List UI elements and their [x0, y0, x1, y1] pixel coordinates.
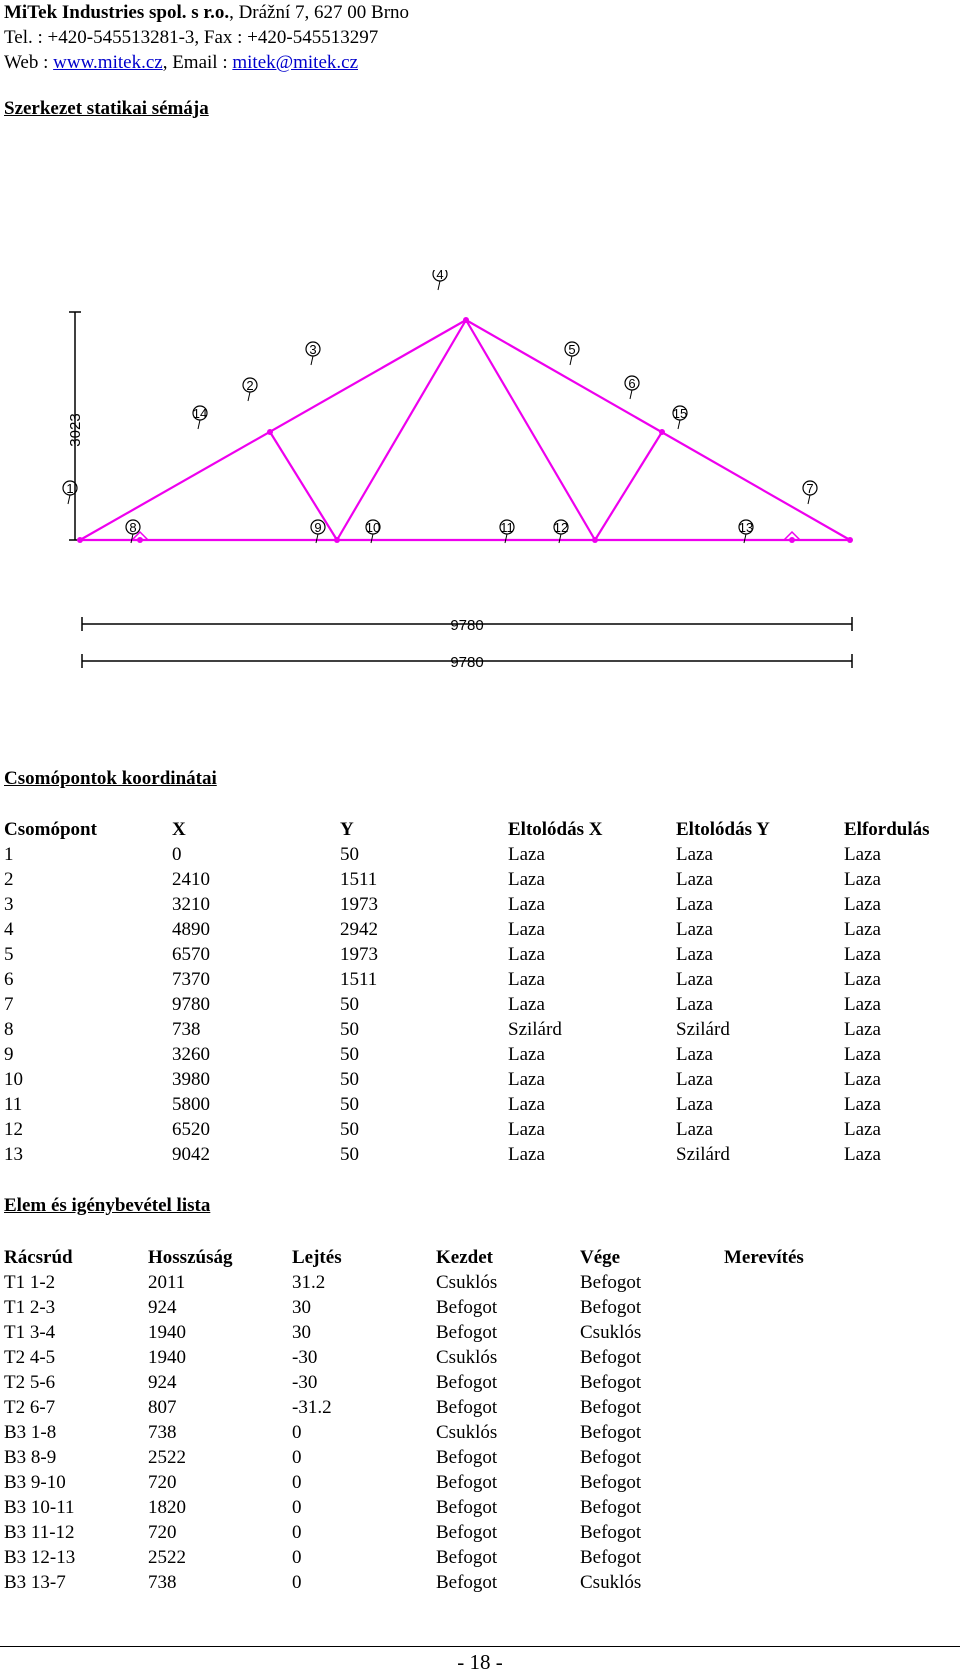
table-row	[4, 1395, 868, 1420]
table-cell: Befogot	[580, 1296, 642, 1318]
table-cell: Befogot	[580, 1346, 642, 1368]
table-cell: 807	[148, 1396, 177, 1418]
table-row	[4, 1520, 868, 1545]
coordinates-header-row	[4, 817, 954, 842]
table-cell: Laza	[844, 918, 881, 940]
table-cell	[724, 1370, 868, 1395]
scheme-title: Szerkezet statikai sémája	[4, 98, 209, 119]
table-cell: Befogot	[436, 1446, 498, 1468]
table-row	[4, 942, 954, 967]
elements-header-cell: Lejtés	[292, 1246, 342, 1268]
table-cell: 9780	[172, 993, 210, 1015]
node-marker	[673, 406, 687, 429]
table-row	[4, 1445, 868, 1470]
truss-members	[80, 320, 850, 540]
elements-header-cell: Merevítés	[724, 1246, 804, 1268]
elements-header-cell: Hosszúság	[148, 1246, 233, 1268]
node-label: 6	[628, 376, 636, 391]
table-cell: Csuklós	[436, 1346, 498, 1368]
node-label: 2	[246, 378, 254, 393]
table-cell: Szilárd	[508, 1018, 562, 1040]
elements-table	[4, 1245, 868, 1595]
table-cell	[724, 1495, 868, 1520]
node-label: 1	[66, 481, 74, 496]
table-cell: 30	[292, 1296, 311, 1318]
table-row	[4, 1370, 868, 1395]
table-row	[4, 917, 954, 942]
email-link[interactable]: mitek@mitek.cz	[232, 52, 359, 73]
contact-line	[4, 50, 409, 75]
table-cell: 0	[292, 1546, 302, 1568]
table-cell: 0	[172, 843, 182, 865]
table-cell: Laza	[676, 968, 713, 990]
table-cell: T1 3-4	[4, 1321, 56, 1343]
node-marker	[306, 342, 320, 365]
node-label: 8	[129, 520, 137, 535]
node-label: 14	[192, 406, 208, 421]
node-marker	[803, 481, 817, 504]
table-cell: 3980	[172, 1068, 210, 1090]
table-row	[4, 1345, 868, 1370]
table-row	[4, 1092, 954, 1117]
table-cell: 50	[340, 1143, 359, 1165]
table-cell: 9042	[172, 1143, 210, 1165]
table-cell: 50	[340, 1018, 359, 1040]
table-row	[4, 1295, 868, 1320]
node-label: 12	[553, 520, 569, 535]
table-cell: Laza	[844, 1118, 881, 1140]
table-cell	[724, 1420, 868, 1445]
table-cell	[724, 1295, 868, 1320]
table-cell: Laza	[508, 993, 545, 1015]
table-cell: 1	[4, 843, 14, 865]
table-cell: 50	[340, 1093, 359, 1115]
node-label: 11	[500, 520, 514, 535]
table-cell: 2522	[148, 1546, 186, 1568]
table-cell: 3260	[172, 1043, 210, 1065]
table-row	[4, 1067, 954, 1092]
table-cell: 31.2	[292, 1271, 326, 1293]
node-marker	[433, 270, 447, 290]
table-cell: Laza	[508, 1068, 545, 1090]
node-label: 10	[365, 520, 381, 535]
table-cell: Laza	[676, 1118, 713, 1140]
node-label: 4	[436, 270, 444, 282]
table-cell: Laza	[844, 968, 881, 990]
table-cell: Befogot	[436, 1321, 498, 1343]
table-cell: Befogot	[580, 1546, 642, 1568]
table-row	[4, 992, 954, 1017]
table-cell: 50	[340, 993, 359, 1015]
table-cell: 12	[4, 1118, 23, 1140]
table-cell: B3 8-9	[4, 1446, 57, 1468]
table-cell: 6520	[172, 1118, 210, 1140]
table-cell: Laza	[844, 1018, 881, 1040]
node-marker	[243, 378, 257, 401]
table-cell: Laza	[508, 943, 545, 965]
table-row	[4, 1142, 954, 1167]
company-address: , Drážní 7, 627 00 Brno	[229, 2, 410, 23]
table-cell: 0	[292, 1421, 302, 1443]
table-cell: Laza	[508, 968, 545, 990]
phone-line: Tel. : +420-545513281-3, Fax : +420-545513297	[4, 27, 379, 48]
table-cell: 1940	[148, 1346, 186, 1368]
table-cell: 1940	[148, 1321, 186, 1343]
truss-joints	[77, 317, 853, 543]
table-row	[4, 1470, 868, 1495]
table-cell: Laza	[676, 1068, 713, 1090]
table-cell: 1973	[340, 893, 378, 915]
table-cell: Befogot	[436, 1521, 498, 1543]
letterhead	[4, 0, 409, 75]
table-cell: Laza	[676, 1043, 713, 1065]
table-cell: 1820	[148, 1496, 186, 1518]
table-row	[4, 967, 954, 992]
span-dim-label-1: 9780	[450, 617, 484, 634]
table-cell: 1511	[340, 868, 378, 890]
table-cell: B3 1-8	[4, 1421, 57, 1443]
table-cell: Befogot	[436, 1546, 498, 1568]
table-cell: 8	[4, 1018, 14, 1040]
table-cell: Befogot	[436, 1371, 498, 1393]
table-cell: 0	[292, 1521, 302, 1543]
elements-header-row	[4, 1245, 868, 1270]
table-cell: 30	[292, 1321, 311, 1343]
table-cell: T2 4-5	[4, 1346, 56, 1368]
table-row	[4, 1117, 954, 1142]
table-cell: Laza	[508, 893, 545, 915]
table-cell	[724, 1570, 868, 1595]
table-cell	[724, 1470, 868, 1495]
table-cell: Befogot	[580, 1521, 642, 1543]
table-cell: T2 6-7	[4, 1396, 56, 1418]
table-cell: Laza	[844, 1143, 881, 1165]
table-cell	[724, 1345, 868, 1370]
table-cell: 5800	[172, 1093, 210, 1115]
footer-rule	[0, 1646, 960, 1647]
table-cell: Befogot	[580, 1446, 642, 1468]
table-cell: Laza	[508, 918, 545, 940]
truss-diagram	[0, 270, 960, 690]
table-cell: 0	[292, 1571, 302, 1593]
table-cell: Laza	[676, 893, 713, 915]
height-dim-label: 3023	[67, 413, 84, 447]
table-cell: 0	[292, 1471, 302, 1493]
table-cell: B3 11-12	[4, 1521, 75, 1543]
table-cell: Laza	[508, 868, 545, 890]
table-cell: 720	[148, 1471, 177, 1493]
table-cell: 11	[4, 1093, 23, 1115]
table-cell: 4890	[172, 918, 210, 940]
table-cell: Befogot	[580, 1396, 642, 1418]
web-link[interactable]: www.mitek.cz	[53, 52, 163, 73]
table-cell: Csuklós	[436, 1271, 498, 1293]
table-cell: Laza	[676, 843, 713, 865]
table-cell: Laza	[676, 918, 713, 940]
table-cell: Laza	[844, 868, 881, 890]
table-cell: Laza	[844, 843, 881, 865]
table-cell: T2 5-6	[4, 1371, 56, 1393]
table-cell: Csuklós	[580, 1571, 642, 1593]
table-cell: 2410	[172, 868, 210, 890]
email-label: , Email :	[162, 52, 233, 73]
node-marker	[193, 406, 207, 429]
table-cell: 738	[148, 1571, 177, 1593]
table-cell: Befogot	[436, 1396, 498, 1418]
table-row	[4, 1042, 954, 1067]
node-label: 5	[568, 342, 576, 357]
table-cell: 3210	[172, 893, 210, 915]
table-cell: Laza	[676, 868, 713, 890]
table-cell: Befogot	[436, 1471, 498, 1493]
table-cell: Befogot	[580, 1496, 642, 1518]
company-line	[4, 0, 409, 25]
table-cell: 924	[148, 1296, 177, 1318]
table-cell: Csuklós	[580, 1321, 642, 1343]
table-cell: 738	[148, 1421, 177, 1443]
table-cell: 50	[340, 1118, 359, 1140]
table-cell: Szilárd	[676, 1143, 730, 1165]
table-cell: Laza	[844, 1068, 881, 1090]
table-cell: 5	[4, 943, 14, 965]
table-cell	[724, 1395, 868, 1420]
table-cell: 4	[4, 918, 14, 940]
coords-header-cell: Y	[340, 818, 354, 840]
table-row	[4, 1017, 954, 1042]
table-cell: Laza	[844, 893, 881, 915]
table-cell: 7370	[172, 968, 210, 990]
coords-header-cell: Csomópont	[4, 818, 97, 840]
coords-title: Csomópontok koordinátai	[4, 768, 217, 789]
table-cell: -30	[292, 1371, 318, 1393]
node-label: 15	[672, 406, 688, 421]
table-cell: 3	[4, 893, 14, 915]
table-cell: Befogot	[436, 1496, 498, 1518]
coords-header-cell: Elfordulás	[844, 818, 930, 840]
table-cell: Laza	[844, 993, 881, 1015]
table-cell: Laza	[844, 1093, 881, 1115]
coords-header-cell: X	[172, 818, 186, 840]
table-cell: 13	[4, 1143, 23, 1165]
table-row	[4, 1495, 868, 1520]
table-cell: 50	[340, 843, 359, 865]
table-row	[4, 842, 954, 867]
table-cell	[724, 1445, 868, 1470]
table-cell: Befogot	[436, 1571, 498, 1593]
table-row	[4, 1320, 868, 1345]
elements-header-cell: Kezdet	[436, 1246, 493, 1268]
node-label: 13	[738, 520, 754, 535]
coordinates-table	[4, 817, 954, 1167]
table-cell: B3 13-7	[4, 1571, 66, 1593]
web-label: Web :	[4, 52, 54, 73]
table-cell: -31.2	[292, 1396, 332, 1418]
table-cell: 2522	[148, 1446, 186, 1468]
table-cell: 0	[292, 1446, 302, 1468]
table-cell: Laza	[508, 1043, 545, 1065]
node-label: 9	[314, 520, 322, 535]
table-cell: Laza	[508, 1093, 545, 1115]
table-cell: Szilárd	[676, 1018, 730, 1040]
table-cell: Laza	[508, 1118, 545, 1140]
table-cell: Laza	[676, 943, 713, 965]
table-cell: 924	[148, 1371, 177, 1393]
page-number: - 18 -	[457, 1650, 503, 1674]
table-cell: B3 9-10	[4, 1471, 66, 1493]
supports	[132, 532, 800, 540]
table-row	[4, 1270, 868, 1295]
node-marker	[625, 376, 639, 399]
table-cell: 50	[340, 1068, 359, 1090]
coords-header-cell: Eltolódás Y	[676, 818, 770, 840]
table-cell: Befogot	[436, 1296, 498, 1318]
table-cell: 1511	[340, 968, 378, 990]
coords-header-cell: Eltolódás X	[508, 818, 603, 840]
table-cell: 720	[148, 1521, 177, 1543]
elements-title: Elem és igénybevétel lista	[4, 1195, 211, 1216]
node-markers	[63, 270, 817, 543]
table-cell: T1 1-2	[4, 1271, 56, 1293]
table-cell: B3 10-11	[4, 1496, 75, 1518]
elements-header-cell: Rácsrúd	[4, 1246, 73, 1268]
table-cell: Laza	[508, 843, 545, 865]
node-label: 3	[309, 342, 317, 357]
table-cell: 2942	[340, 918, 378, 940]
table-cell: B3 12-13	[4, 1546, 76, 1568]
table-cell: 2011	[148, 1271, 186, 1293]
table-cell: -30	[292, 1346, 318, 1368]
table-row	[4, 1420, 868, 1445]
span-dim-label-2: 9780	[450, 654, 484, 671]
table-cell: Befogot	[580, 1471, 642, 1493]
table-cell: Laza	[844, 943, 881, 965]
elements-header-cell: Vége	[580, 1246, 621, 1268]
table-cell	[724, 1520, 868, 1545]
table-cell: 1973	[340, 943, 378, 965]
table-cell: Laza	[676, 993, 713, 1015]
table-cell: 10	[4, 1068, 23, 1090]
table-cell	[724, 1320, 868, 1345]
table-cell: Befogot	[580, 1371, 642, 1393]
table-cell	[724, 1270, 868, 1295]
table-cell: 9	[4, 1043, 14, 1065]
table-cell: Laza	[508, 1143, 545, 1165]
node-label: 7	[806, 481, 814, 496]
table-cell: 2	[4, 868, 14, 890]
table-cell: 7	[4, 993, 14, 1015]
table-cell: 6	[4, 968, 14, 990]
table-cell: 50	[340, 1043, 359, 1065]
company-name: MiTek Industries spol. s r.o.	[4, 2, 230, 23]
table-row	[4, 1570, 868, 1595]
table-cell: Laza	[844, 1043, 881, 1065]
table-cell: Csuklós	[436, 1421, 498, 1443]
table-cell: 738	[172, 1018, 201, 1040]
table-cell: Laza	[676, 1093, 713, 1115]
table-row	[4, 867, 954, 892]
table-cell: T1 2-3	[4, 1296, 56, 1318]
table-row	[4, 892, 954, 917]
table-cell: 6570	[172, 943, 210, 965]
table-row	[4, 1545, 868, 1570]
table-cell: Befogot	[580, 1421, 642, 1443]
table-cell: Befogot	[580, 1271, 642, 1293]
table-cell: 0	[292, 1496, 302, 1518]
node-marker	[565, 342, 579, 365]
table-cell	[724, 1545, 868, 1570]
